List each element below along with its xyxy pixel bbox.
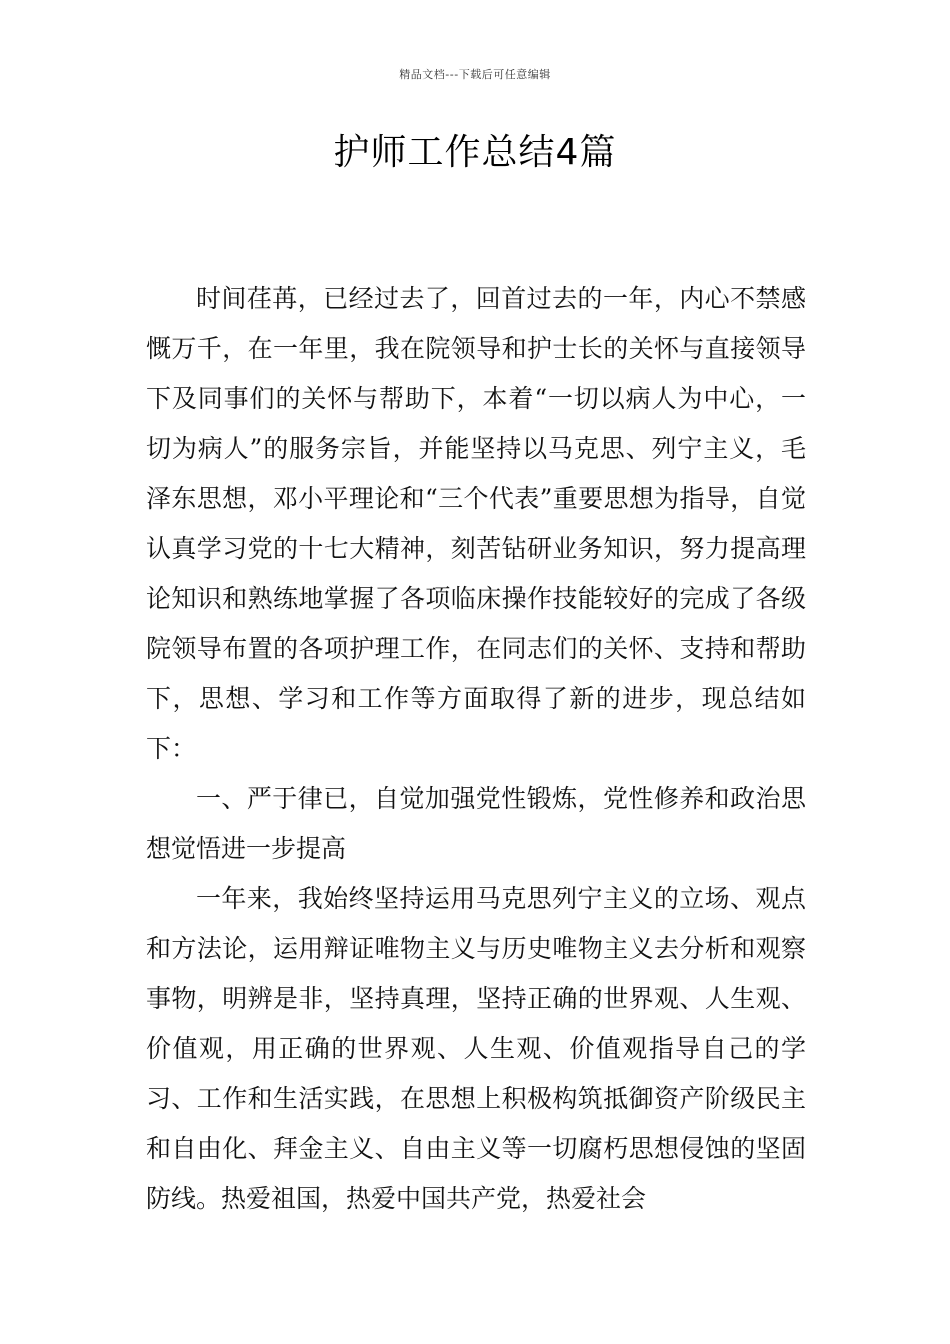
header-note: 精品文档---下载后可任意编辑: [399, 68, 551, 81]
section-heading-paragraph: 一、严于律已，自觉加强党性锻炼，党性修养和政治思想觉悟进一步提高: [146, 784, 806, 863]
body-paragraph: 一年来，我始终坚持运用马克思列宁主义的立场、观点和方法论，运用辩证唯物主义与历史唯物主义去分析和观察事物，明辨是非，坚持真理，坚持正确的世界观、人生观、价值观，用正确的世界观、人生观、价值观指导自己的学习、工作和生活实践，在思想上积极构筑抵御资产阶级民主和自由化、拜金主义、自由主义等一切腐朽思想侵蚀的坚固防线。热爱祖国，热爱中国共产党，热爱社会: [146, 884, 806, 1213]
document-title: 护师工作总结4篇: [333, 132, 617, 173]
body-paragraph: 时间荏苒，已经过去了，回首过去的一年，内心不禁感慨万千，在一年里，我在院领导和护士长的关怀与直接领导下及同事们的关怀与帮助下，本着“一切以病人为中心，一切为病人”的服务宗旨，并能坚持以马克思、列宁主义，毛泽东思想，邓小平理论和“三个代表”重要思想为指导，自觉认真学习党的十七大精神，刻苦钻研业务知识，努力提高理论知识和熟练地掌握了各项临床操作技能较好的完成了各级院领导布置的各项护理工作，在同志们的关怀、支持和帮助下，思想、学习和工作等方面取得了新的进步，现总结如下：: [146, 284, 806, 763]
document-body: [146, 274, 806, 1224]
